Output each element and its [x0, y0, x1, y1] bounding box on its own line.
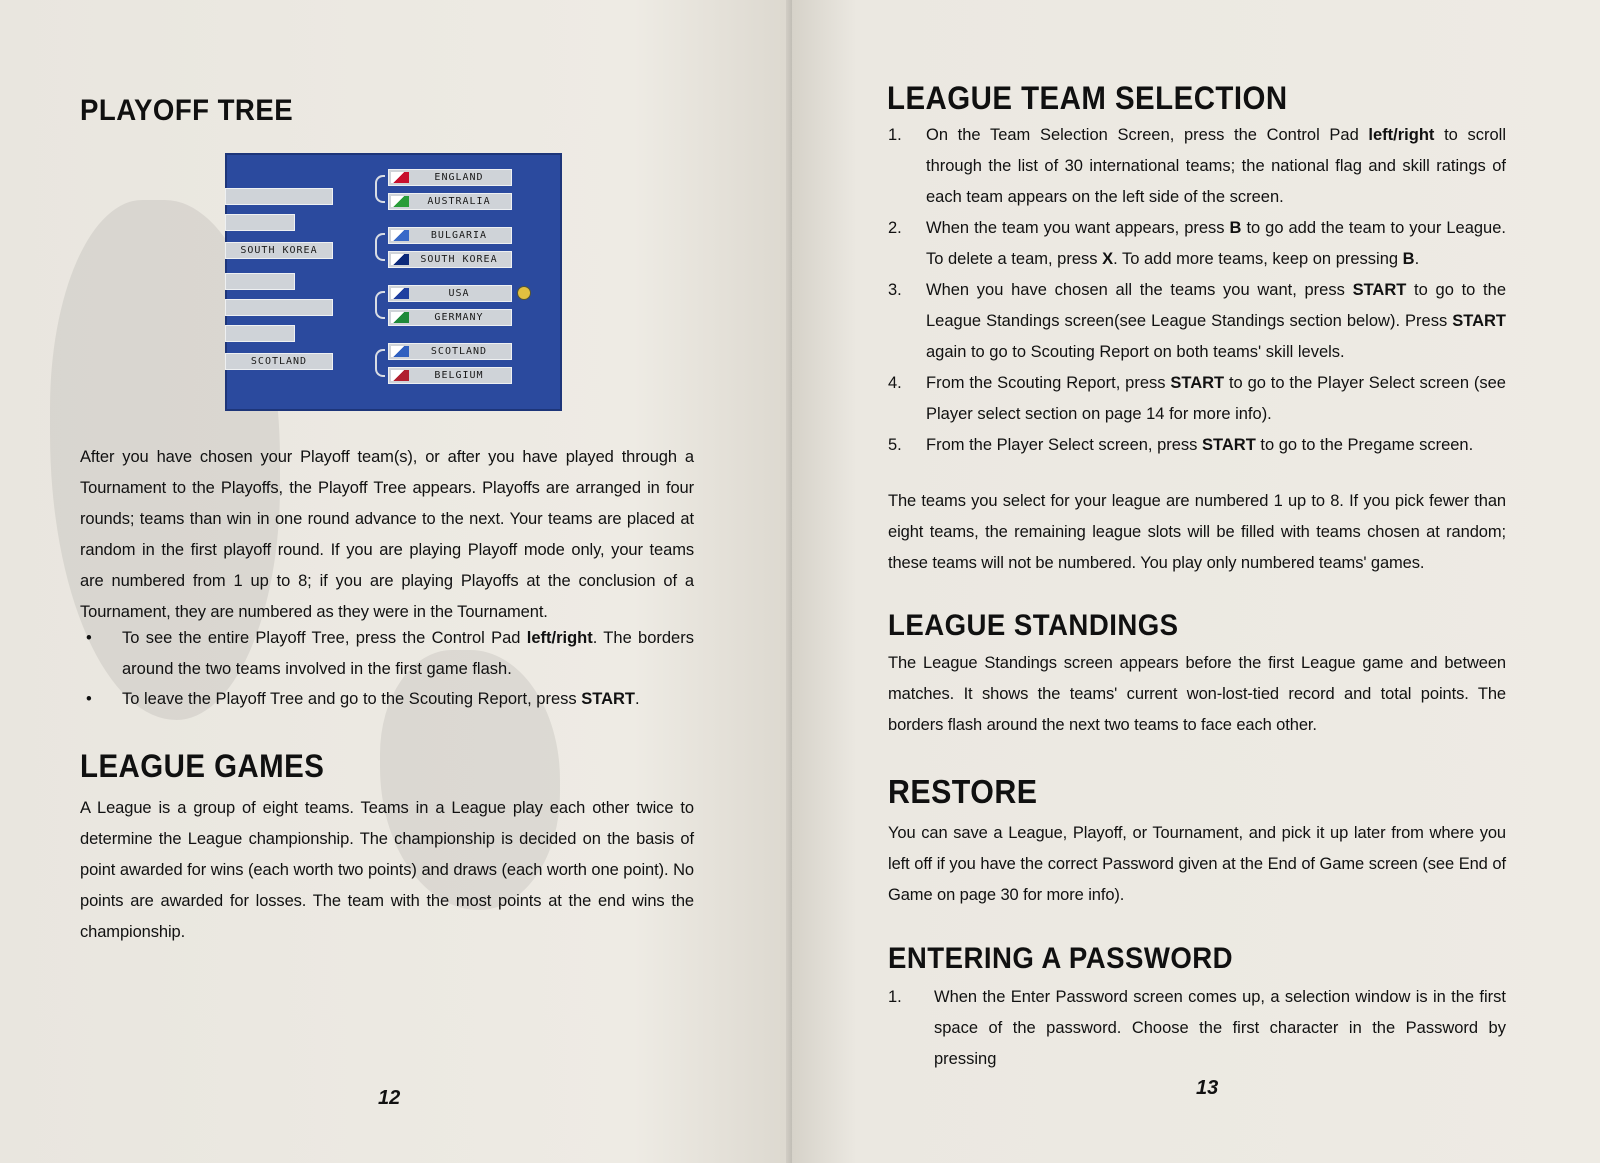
team-name: AUSTRALIA	[427, 196, 491, 207]
step-fragment: X	[1102, 250, 1114, 268]
heading-league-games: LEAGUE GAMES	[80, 748, 325, 784]
step-fragment: START	[1170, 374, 1225, 392]
team-name: SCOTLAND	[430, 346, 488, 357]
selection-step	[888, 368, 1506, 430]
playoff-line: are numbered from 1 up to 8; if you are playing Playoffs at the conclusion of a	[80, 572, 694, 590]
step-fragment: B	[1229, 219, 1242, 237]
slot-label: SOUTH KOREA	[240, 245, 318, 256]
playoff-line: After you have chosen your Playoff team(s), or after you have played through a	[80, 448, 694, 466]
team-name: BULGARIA	[430, 230, 488, 241]
step-fragment: START	[1202, 436, 1256, 454]
heading-playoff-tree: PLAYOFF TREE	[80, 94, 294, 127]
selection-step	[888, 430, 1506, 461]
playoff-line: random in the first playoff round. If you are playing Playoff mode only, your teams	[80, 541, 694, 559]
bullet-fragment: .	[635, 690, 640, 708]
left-bracket-slot	[225, 299, 333, 316]
playoff-line: rounds; teams than win in one round advance to the next. Your teams are placed at	[80, 510, 694, 528]
restore-paragraph: You can save a League, Playoff, or Tournament, and pick it up later from where you left off if you have the correct Password given at the End of Game screen (see End of Game on page 30 for more info).	[888, 824, 1506, 904]
selection-step	[888, 120, 1506, 213]
bullet-fragment: left/right	[526, 629, 593, 647]
step-fragment: to go to the Player Select screen (see Player select section on page 14 for more info).	[926, 374, 1506, 423]
slot-label: SCOTLAND	[250, 356, 308, 367]
league-games-paragraph: A League is a group of eight teams. Teams in a League play each other twice to determine the League championship. The championship is decided on the basis of point awarded for wins (each worth two points) and draws (each worth one point). No points are awarded for losses. The team with the most points at the end wins the championship.	[80, 799, 694, 941]
left-bracket-slot	[225, 325, 295, 342]
page-number-12: 12	[378, 1087, 401, 1109]
bullet-item	[80, 623, 694, 685]
step-number: 4.	[888, 374, 902, 392]
left-bracket-slot	[225, 353, 333, 370]
step-fragment: On the Team Selection Screen, press the Control Pad	[926, 126, 1369, 144]
step-text	[926, 275, 1506, 368]
team-name: ENGLAND	[434, 172, 484, 183]
step-fragment: left/right	[1368, 126, 1435, 144]
step-number: 3.	[888, 281, 902, 299]
left-bracket-slot	[225, 214, 295, 231]
bracket-line	[375, 175, 385, 203]
step-number: 5.	[888, 436, 902, 454]
team-slot	[388, 367, 512, 384]
team-name: USA	[448, 288, 470, 299]
left-bracket-slot	[225, 188, 333, 205]
step-fragment: From the Scouting Report, press	[926, 374, 1171, 392]
step-fragment: When the team you want appears, press	[926, 219, 1230, 237]
heading-restore: RESTORE	[888, 773, 1038, 810]
selection-step	[888, 275, 1506, 368]
step-fragment: again to go to Scouting Report on both teams' skill levels.	[926, 343, 1345, 361]
step-fragment: START	[1452, 312, 1506, 330]
step-fragment: to go to the League Standings screen(see League Standings section below). Press	[926, 281, 1506, 330]
step-text	[926, 120, 1506, 213]
step-fragment: . To add more teams, keep on pressing	[1113, 250, 1403, 268]
team-name: BELGIUM	[434, 370, 484, 381]
step-text: When the Enter Password screen comes up, a selection window is in the first space of the password. Choose the first character in the Password by pressing	[934, 988, 1506, 1068]
bullet-symbol: •	[86, 690, 92, 708]
selection-paragraph: The teams you select for your league are numbered 1 up to 8. If you pick fewer than eight teams, the remaining league slots will be filled with teams chosen at random; these teams will not be numbered. You play only numbered teams' games.	[888, 492, 1506, 572]
playoff-line: Tournament to the Playoffs, the Playoff Tree appears. Playoffs are arranged in four	[80, 479, 694, 497]
playoff-line: Tournament, they are numbered as they were in the Tournament.	[80, 603, 548, 621]
selection-cursor	[517, 286, 531, 300]
team-name: GERMANY	[434, 312, 484, 323]
heading-entering-password: ENTERING A PASSWORD	[888, 942, 1234, 975]
team-slot	[388, 343, 512, 360]
bracket-line	[375, 349, 385, 377]
bullet-symbol: •	[86, 629, 92, 647]
bullet-fragment: START	[581, 690, 636, 708]
page-number-13: 13	[1196, 1077, 1219, 1099]
password-step-1	[888, 982, 1506, 1075]
heading-league-team-selection: LEAGUE TEAM SELECTION	[887, 80, 1288, 116]
standings-paragraph: The League Standings screen appears before the first League game and between matches. It shows the teams' current won-lost-tied record and total points. The borders flash around the next two teams to face each other.	[888, 654, 1506, 734]
playoff-tree-screenshot	[225, 153, 562, 411]
step-fragment: From the Player Select screen, press	[926, 436, 1203, 454]
step-fragment: .	[1414, 250, 1420, 268]
step-number: 1.	[888, 988, 902, 1006]
step-number: 1.	[888, 126, 902, 144]
bullet-fragment: To see the entire Playoff Tree, press the Control Pad	[122, 629, 527, 647]
step-fragment: START	[1352, 281, 1407, 299]
selection-step	[888, 213, 1506, 275]
bullet-text	[122, 623, 694, 685]
team-slot	[388, 251, 512, 268]
left-bracket-slot	[225, 273, 295, 290]
bullet-text	[122, 684, 694, 715]
step-fragment: to go to the Pregame screen.	[1255, 436, 1474, 454]
bullet-fragment: . The borders around the two teams involved in the first game flash.	[122, 629, 694, 678]
right-page	[792, 0, 1600, 1163]
step-text	[926, 213, 1506, 275]
team-slot	[388, 285, 512, 302]
team-slot	[388, 169, 512, 186]
bullet-item	[80, 684, 694, 715]
bracket-line	[375, 233, 385, 261]
step-fragment: to scroll through the list of 30 international teams; the national flag and skill ratings of each team appears on the left side of the screen.	[926, 126, 1506, 206]
left-bracket-slot	[225, 242, 333, 259]
step-text	[926, 430, 1506, 461]
team-name: SOUTH KOREA	[420, 254, 498, 265]
step-fragment: to go add the team to your League. To delete a team, press	[926, 219, 1506, 268]
step-text	[926, 368, 1506, 430]
team-slot	[388, 227, 512, 244]
bullet-fragment: To leave the Playoff Tree and go to the Scouting Report, press	[122, 690, 582, 708]
step-fragment: B	[1402, 250, 1415, 268]
step-fragment: When you have chosen all the teams you want, press	[926, 281, 1353, 299]
left-page	[0, 0, 792, 1163]
team-slot	[388, 309, 512, 326]
bracket-line	[375, 291, 385, 319]
heading-league-standings: LEAGUE STANDINGS	[888, 609, 1179, 642]
step-number: 2.	[888, 219, 902, 237]
team-slot	[388, 193, 512, 210]
